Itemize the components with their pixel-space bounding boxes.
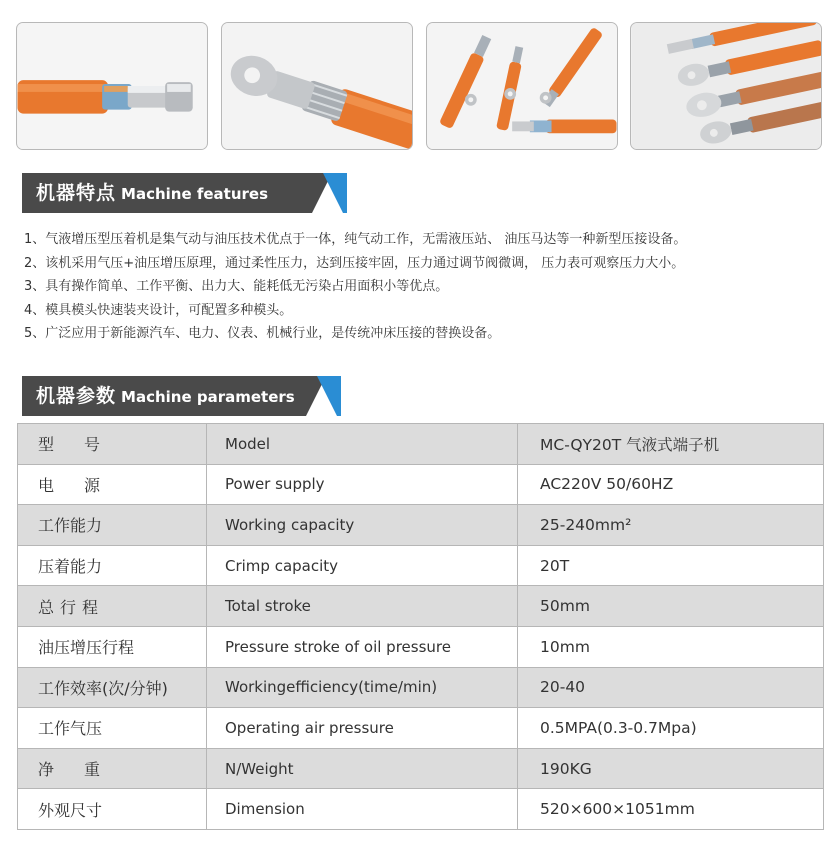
- product-photo-4: [630, 22, 822, 150]
- param-name-en: Working capacity: [207, 505, 518, 546]
- product-photo-2: [221, 22, 413, 150]
- features-title-en: Machine features: [121, 185, 269, 203]
- param-name-zh: 电源: [18, 464, 207, 505]
- features-section-header: [22, 173, 347, 213]
- param-name-zh: 工作效率(次/分钟): [18, 667, 207, 708]
- table-row: [18, 667, 824, 708]
- parameters-table: [17, 423, 824, 830]
- features-title: [36, 173, 268, 214]
- features-list: [24, 228, 836, 346]
- header-accent-band: [323, 173, 347, 213]
- param-name-en: Workingefficiency(time/min): [207, 667, 518, 708]
- features-title-zh: 机器特点: [36, 182, 117, 204]
- param-value: 520×600×1051mm: [518, 789, 824, 830]
- feature-item: 4、模具模头快速装夹设计，可配置多种模头。: [24, 302, 293, 318]
- three-cables-with-lugs-image: [427, 23, 617, 149]
- param-value: 0.5MPA(0.3-0.7Mpa): [518, 708, 824, 749]
- param-name-en: Power supply: [207, 464, 518, 505]
- table-row: [18, 586, 824, 627]
- param-name-zh: 压着能力: [18, 545, 207, 586]
- feature-item: 3、具有操作简单、工作平衡、出力大、能耗低无污染占用面积小等优点。: [24, 279, 449, 294]
- table-row: [18, 464, 824, 505]
- param-value: 50mm: [518, 586, 824, 627]
- params-title-zh: 机器参数: [36, 385, 117, 407]
- params-title-en: Machine parameters: [121, 388, 295, 406]
- param-name-zh: 外观尺寸: [18, 789, 207, 830]
- params-title: [36, 376, 295, 417]
- param-value: 20T: [518, 545, 824, 586]
- param-value: 20-40: [518, 667, 824, 708]
- param-name-en: Crimp capacity: [207, 545, 518, 586]
- product-photo-1: [16, 22, 208, 150]
- param-name-en: Total stroke: [207, 586, 518, 627]
- param-name-zh: 油压增压行程: [18, 626, 207, 667]
- param-name-en: N/Weight: [207, 748, 518, 789]
- feature-item: 2、该机采用气压+油压增压原理，通过柔性压力，达到压接牢固，压力通过调节阀微调， 压力表可观察压力大小。: [24, 255, 685, 271]
- param-name-en: Dimension: [207, 789, 518, 830]
- table-row: [18, 789, 824, 830]
- product-photo-3: [426, 22, 618, 150]
- four-cables-with-lugs-image: [631, 23, 821, 149]
- table-row: [18, 424, 824, 465]
- param-value: 190KG: [518, 748, 824, 789]
- param-name-zh: 总行程: [18, 586, 207, 627]
- param-value: 25-240mm²: [518, 505, 824, 546]
- table-row: [18, 545, 824, 586]
- param-name-zh: 型号: [18, 424, 207, 465]
- cable-with-tubular-connector-image: [17, 23, 207, 149]
- header-accent-band: [317, 376, 341, 416]
- param-name-zh: 净重: [18, 748, 207, 789]
- feature-item: 5、广泛应用于新能源汽车、电力、仪表、机械行业，是传统冲床压接的替换设备。: [24, 326, 501, 341]
- feature-item: 1、气液增压型压着机是集气动与油压技术优点于一体，纯气动工作，无需液压站、 油压马达等一种新型压接设备。: [24, 232, 687, 247]
- cable-with-ring-lug-closeup-image: [222, 23, 412, 149]
- param-value: MC-QY20T 气液式端子机: [518, 424, 824, 465]
- product-photo-strip: [16, 22, 824, 152]
- table-row: [18, 708, 824, 749]
- param-name-en: Pressure stroke of oil pressure: [207, 626, 518, 667]
- table-row: [18, 505, 824, 546]
- table-row: [18, 748, 824, 789]
- param-value: 10mm: [518, 626, 824, 667]
- param-name-zh: 工作气压: [18, 708, 207, 749]
- table-row: [18, 626, 824, 667]
- param-name-en: Operating air pressure: [207, 708, 518, 749]
- params-section-header: [22, 376, 342, 416]
- param-name-zh: 工作能力: [18, 505, 207, 546]
- param-value: AC220V 50/60HZ: [518, 464, 824, 505]
- param-name-en: Model: [207, 424, 518, 465]
